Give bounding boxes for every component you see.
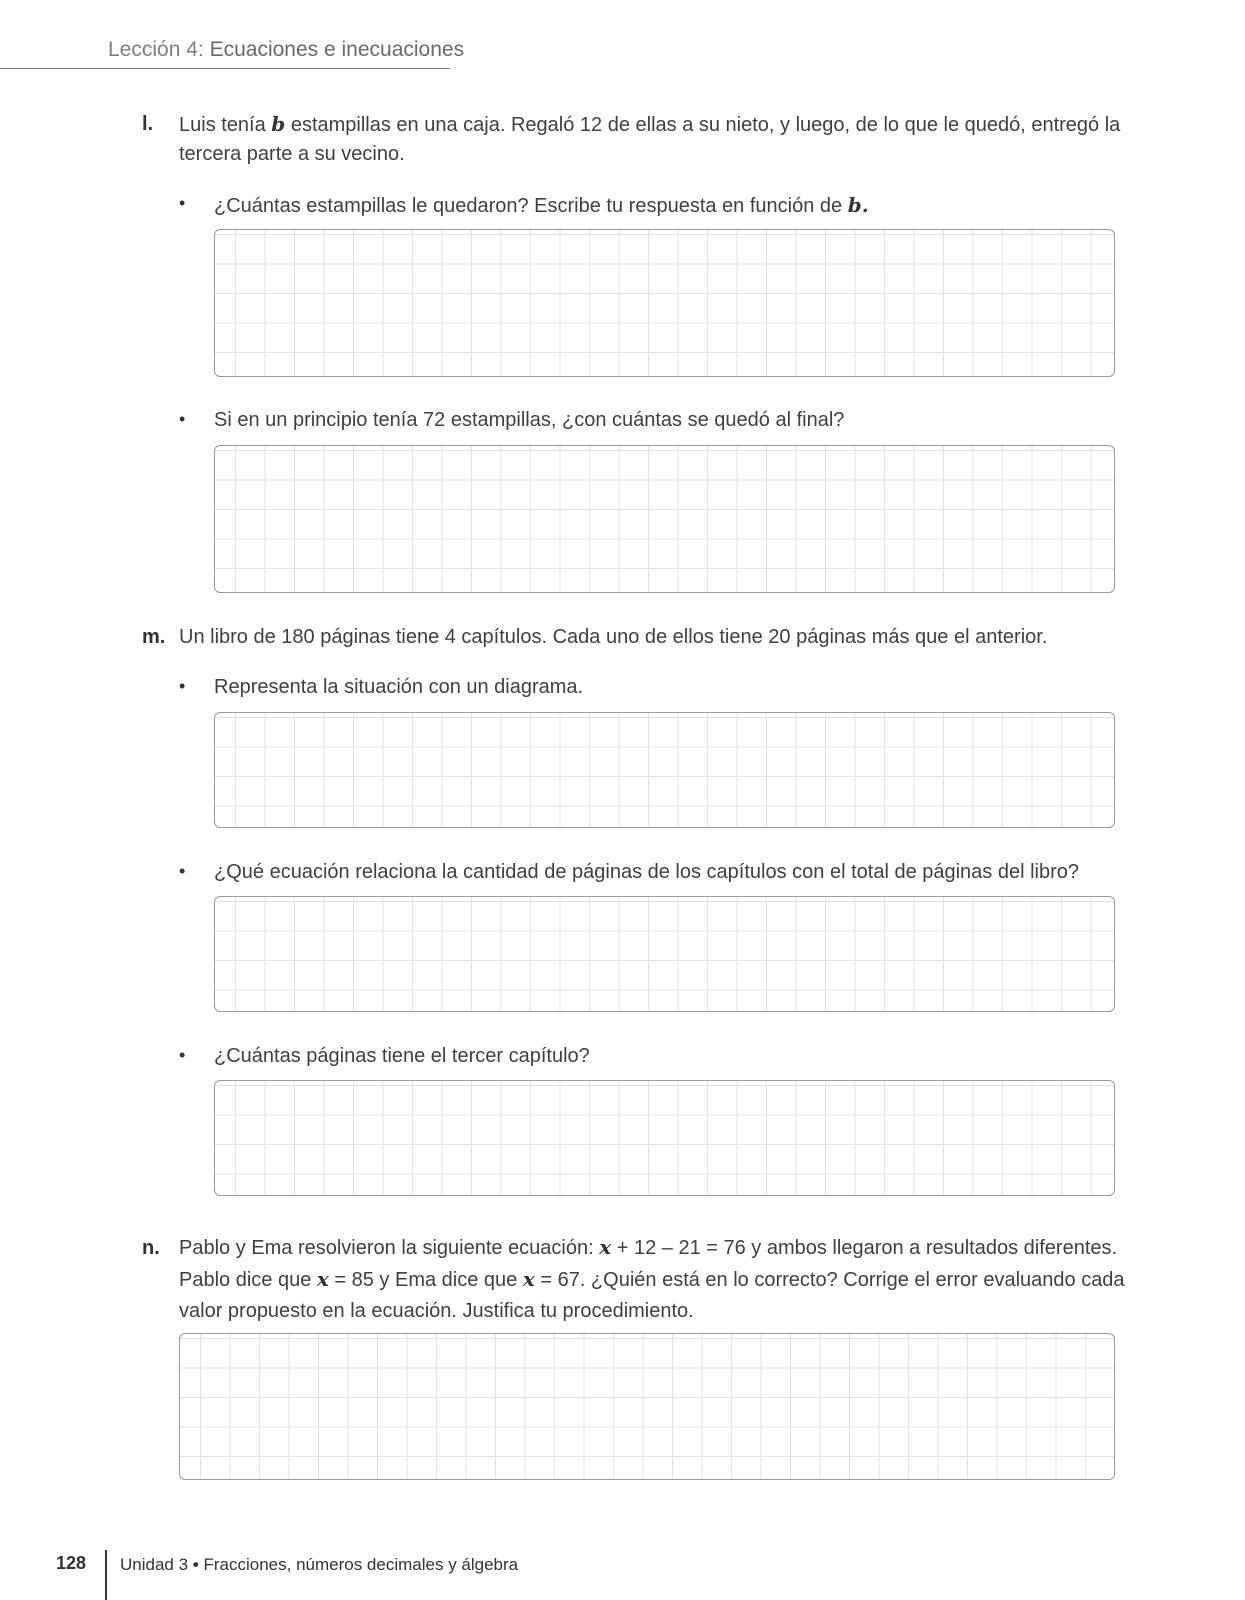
question-n-letter: n. xyxy=(142,1237,160,1259)
footer-unit: Unidad 3 • Fracciones, números decimales y álgebra xyxy=(120,1555,519,1574)
footer-divider xyxy=(105,1550,107,1600)
answer-grid-m-2[interactable] xyxy=(214,896,1115,1012)
question-m-letter: m. xyxy=(142,626,166,648)
answer-grid-m-1[interactable] xyxy=(214,712,1115,828)
question-l-bullet-2: • Si en un principio tenía 72 estampillas, ¿con cuántas se quedó al final? xyxy=(179,409,845,431)
lesson-header xyxy=(0,36,465,69)
answer-grid-l-1[interactable] xyxy=(214,229,1115,377)
question-l-letter: l. xyxy=(142,113,154,135)
lesson-title xyxy=(108,38,464,62)
answer-grid-n[interactable] xyxy=(179,1333,1115,1480)
question-l-bullet-1: • ¿Cuántas estampillas le quedaron? Escribe tu respuesta en función de b. xyxy=(179,193,869,217)
answer-grid-l-2[interactable] xyxy=(214,445,1115,593)
answer-grid-m-3[interactable] xyxy=(214,1080,1115,1196)
lesson-label: Lección 4: xyxy=(108,38,204,61)
question-l-text: Luis tenía b estampillas en una caja. Regaló 12 de ellas a su nieto, y luego, de lo que le quedó, entregó la tercera parte a su vecino. xyxy=(179,112,1121,165)
lesson-topic: Ecuaciones e inecuaciones xyxy=(209,38,465,61)
question-n-text: Pablo y Ema resolvieron la siguiente ecuación: x + 12 – 21 = 76 y ambos llegaron a resultados diferentes. Pablo dice que x = 85 y Ema dice que x = 67. ¿Quién está en lo correcto? Corrige el error evaluando cada valor propuesto en la ecuación. Justifica tu procedimiento. xyxy=(179,1235,1125,1322)
question-m-bullet-1: • Representa la situación con un diagrama. xyxy=(179,676,584,698)
question-m-text: Un libro de 180 páginas tiene 4 capítulos. Cada uno de ellos tiene 20 páginas más que el anterior. xyxy=(179,626,1048,648)
question-m-bullet-3: • ¿Cuántas páginas tiene el tercer capítulo? xyxy=(179,1045,590,1067)
question-m-bullet-2: • ¿Qué ecuación relaciona la cantidad de páginas de los capítulos con el total de páginas del libro? xyxy=(179,861,1080,883)
page-number: 128 xyxy=(56,1553,87,1573)
